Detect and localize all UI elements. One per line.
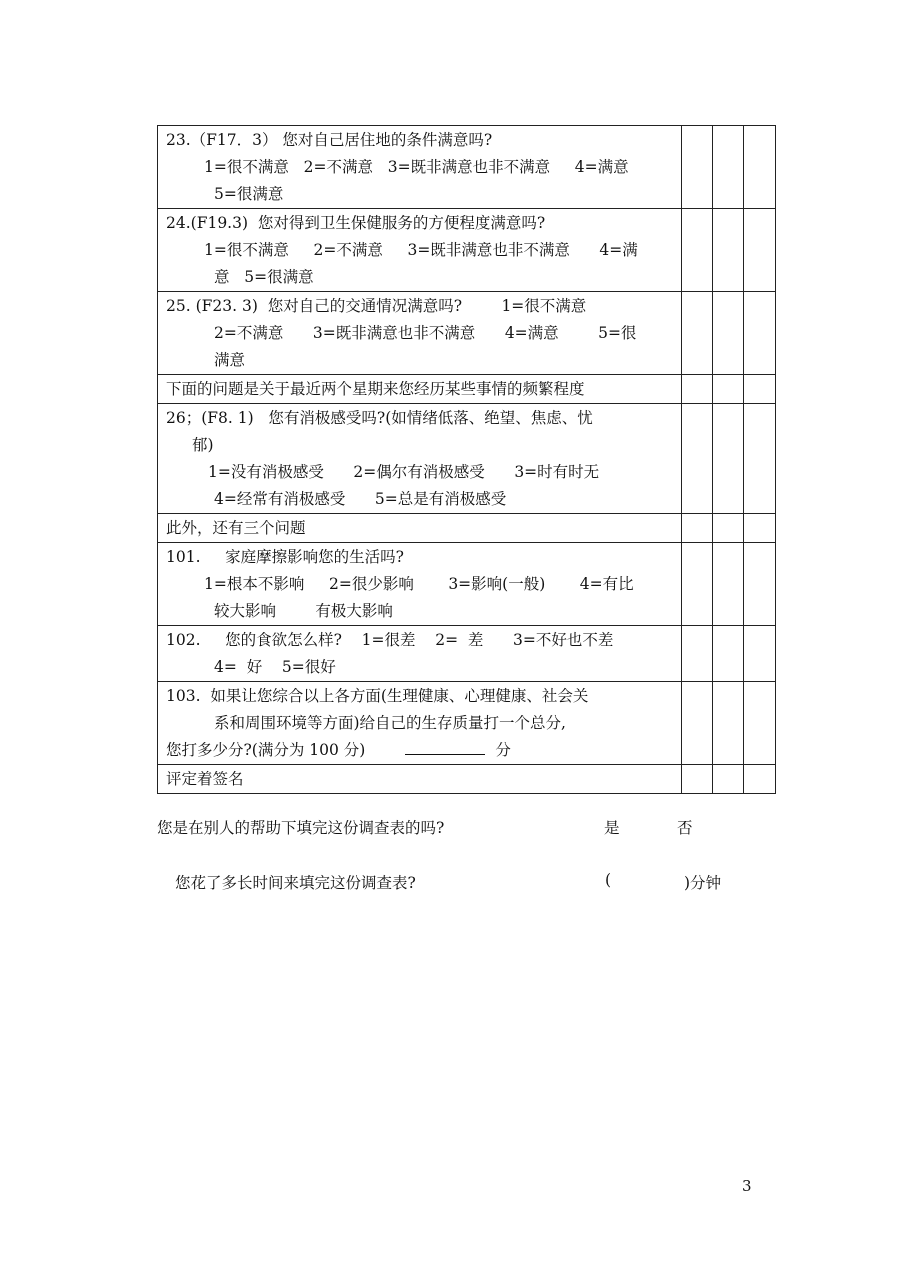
- answer-box[interactable]: [682, 126, 713, 209]
- answer-box[interactable]: [744, 543, 776, 626]
- answer-box[interactable]: [713, 375, 744, 404]
- yes-option[interactable]: 是: [604, 819, 620, 837]
- question-text: 24.(F19.3) 您对得到卫生保健服务的方便程度满意吗?: [166, 214, 546, 232]
- answer-box[interactable]: [713, 404, 744, 514]
- signature-label: 评定着签名: [166, 770, 244, 788]
- table-row: [158, 626, 776, 682]
- score-blank[interactable]: [405, 740, 485, 755]
- question-text: 26；(F8. 1) 您有消极感受吗?(如情绪低落、绝望、焦虑、忧: [166, 409, 593, 427]
- answer-box[interactable]: [713, 514, 744, 543]
- time-open-paren: (: [605, 871, 612, 889]
- answer-options: 1=根本不影响 2=很少影响 3=影响(一般) 4=有比: [204, 575, 634, 593]
- answer-box[interactable]: [744, 626, 776, 682]
- answer-box[interactable]: [682, 514, 713, 543]
- answer-options: 1=很不满意 2=不满意 3=既非满意也非不满意 4=满: [204, 241, 638, 259]
- section-header: 此外，还有三个问题: [166, 519, 306, 537]
- answer-options: 较大影响 有极大影响: [214, 602, 393, 620]
- table-row: [158, 209, 776, 292]
- score-question: 您打多少分?(满分为 100 分): [166, 741, 366, 759]
- survey-table: [157, 125, 776, 794]
- answer-options: 意 5=很满意: [214, 268, 314, 286]
- answer-box[interactable]: [682, 292, 713, 375]
- question-cell: [158, 126, 682, 209]
- question-text: 23.（F17．3） 您对自己居住地的条件满意吗?: [166, 131, 493, 149]
- answer-box[interactable]: [713, 292, 744, 375]
- signature-cell: [158, 765, 682, 794]
- table-row: [158, 404, 776, 514]
- question-cell: [158, 543, 682, 626]
- question-cell: [158, 682, 682, 765]
- question-cell: [158, 626, 682, 682]
- question-cell: [158, 209, 682, 292]
- answer-options: 满意: [214, 351, 246, 369]
- answer-options: 1=没有消极感受 2=偶尔有消极感受 3=时有时无: [208, 463, 600, 481]
- answer-box[interactable]: [744, 682, 776, 765]
- question-text: 101. 家庭摩擦影响您的生活吗?: [166, 548, 404, 566]
- time-unit: )分钟: [684, 874, 722, 892]
- question-cell: [158, 404, 682, 514]
- answer-box[interactable]: [713, 626, 744, 682]
- answer-box[interactable]: [744, 292, 776, 375]
- score-unit: 分: [495, 741, 511, 759]
- answer-box[interactable]: [713, 126, 744, 209]
- answer-box[interactable]: [713, 209, 744, 292]
- question-text: 25. (F23. 3) 您对自己的交通情况满意吗? 1=很不满意: [166, 297, 587, 315]
- section-header: 下面的问题是关于最近两个星期来您经历某些事情的频繁程度: [166, 380, 585, 398]
- table-row: [158, 543, 776, 626]
- answer-box[interactable]: [713, 765, 744, 794]
- score-line: [166, 737, 675, 764]
- answer-options: 4= 好 5=很好: [214, 658, 336, 676]
- answer-box[interactable]: [713, 682, 744, 765]
- answer-options: 4=经常有消极感受 5=总是有消极感受: [214, 490, 507, 508]
- answer-options: 1=很不满意 2=不满意 3=既非满意也非不满意 4=满意: [204, 158, 629, 176]
- answer-box[interactable]: [744, 126, 776, 209]
- question-text-cont: 郁): [192, 436, 214, 454]
- answer-box[interactable]: [682, 209, 713, 292]
- answer-box[interactable]: [682, 404, 713, 514]
- table-row: [158, 292, 776, 375]
- table-row: [158, 375, 776, 404]
- question-text: 102. 您的食欲怎么样? 1=很差 2= 差 3=不好也不差: [166, 631, 614, 649]
- question-cell: [158, 292, 682, 375]
- table-row: [158, 765, 776, 794]
- table-row: [158, 682, 776, 765]
- answer-box[interactable]: [713, 543, 744, 626]
- time-question: 您花了多长时间来填完这份调查表?: [175, 874, 416, 892]
- page-number: 3: [742, 1177, 752, 1195]
- time-input-area[interactable]: [612, 868, 680, 890]
- question-text: 103. 如果让您综合以上各方面(生理健康、心理健康、社会关: [166, 687, 589, 705]
- no-option[interactable]: 否: [677, 819, 693, 837]
- answer-options: 5=很满意: [214, 185, 284, 203]
- answer-box[interactable]: [744, 765, 776, 794]
- answer-box[interactable]: [682, 765, 713, 794]
- table-row: [158, 514, 776, 543]
- answer-box[interactable]: [682, 375, 713, 404]
- answer-box[interactable]: [744, 375, 776, 404]
- answer-box[interactable]: [682, 626, 713, 682]
- answer-box[interactable]: [682, 682, 713, 765]
- question-text-cont: 系和周围环境等方面)给自己的生存质量打一个总分,: [214, 714, 566, 732]
- answer-box[interactable]: [744, 404, 776, 514]
- answer-box[interactable]: [744, 514, 776, 543]
- table-row: [158, 126, 776, 209]
- section-header-cell: [158, 514, 682, 543]
- answer-box[interactable]: [744, 209, 776, 292]
- help-question: 您是在别人的帮助下填完这份调查表的吗?: [157, 819, 445, 837]
- answer-box[interactable]: [682, 543, 713, 626]
- answer-options: 2=不满意 3=既非满意也非不满意 4=满意 5=很: [214, 324, 637, 342]
- section-header-cell: [158, 375, 682, 404]
